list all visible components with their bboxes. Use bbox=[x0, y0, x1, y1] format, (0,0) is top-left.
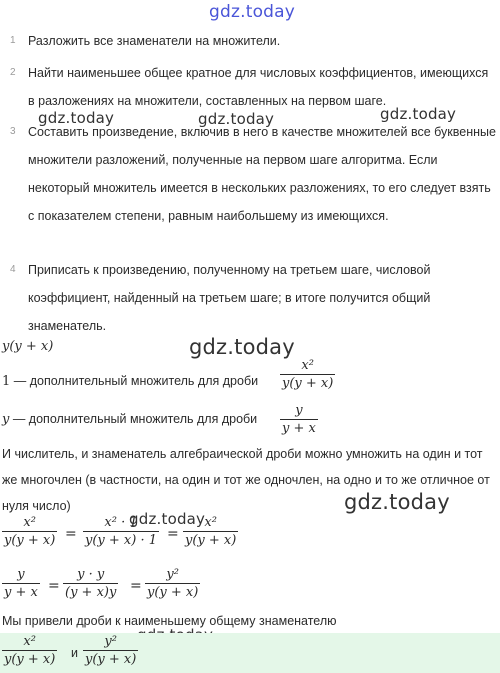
numerator: x² · 1 bbox=[104, 515, 138, 530]
step-number: 1 bbox=[10, 35, 16, 46]
numerator: y · y bbox=[77, 567, 105, 582]
and-conjunction: и bbox=[71, 646, 78, 660]
equals-sign: = bbox=[48, 578, 60, 594]
step-text: Приписать к произведению, полученному на третьем шаге, числовой коэффициент, найденный на третьем шаге; в итоге получится общий знаменатель. bbox=[28, 263, 431, 333]
step-text: Найти наименьшее общее кратное для числовых коэффициентов, имеющихся в разложениях на множители, составленных на первом шаге. bbox=[28, 66, 489, 108]
eq1-fraction-3 bbox=[183, 515, 238, 549]
denominator: y(y + x) bbox=[85, 652, 137, 667]
factor-line-1 bbox=[2, 374, 258, 389]
numerator: y² bbox=[104, 634, 117, 649]
watermark: gdz.today bbox=[38, 109, 115, 127]
eq2-fraction-3 bbox=[145, 567, 200, 601]
factor-line-2 bbox=[2, 412, 257, 427]
factor-text: — дополнительный множитель для дроби bbox=[9, 412, 258, 426]
denominator: y(y + x) bbox=[185, 533, 237, 548]
step-number: 2 bbox=[10, 67, 16, 78]
numerator: x² bbox=[23, 634, 36, 649]
watermark: gdz.today bbox=[189, 335, 295, 359]
denominator: y(y + x) · 1 bbox=[85, 533, 157, 548]
eq2-fraction-1 bbox=[2, 567, 40, 601]
watermark: gdz.today bbox=[380, 105, 457, 123]
fraction bbox=[280, 403, 318, 437]
watermark: gdz.today bbox=[129, 510, 206, 528]
common-denominator: y(y + x) bbox=[2, 339, 54, 354]
denominator: y(y + x) bbox=[147, 585, 199, 600]
watermark: gdz.today bbox=[198, 110, 275, 128]
factor-text: — дополнительный множитель для дроби bbox=[10, 374, 259, 388]
numerator: x² bbox=[204, 515, 217, 530]
factor-value: 1 bbox=[2, 374, 11, 389]
watermark-top: gdz.today bbox=[209, 2, 296, 22]
eq1-fraction-1 bbox=[2, 515, 57, 549]
numerator: y bbox=[295, 403, 303, 418]
equals-sign: = bbox=[167, 526, 179, 542]
denominator: y(y + x) bbox=[282, 376, 334, 391]
watermark: gdz.today bbox=[344, 490, 450, 514]
result-fraction-1 bbox=[2, 634, 57, 668]
conclusion-text: Мы привели дроби к наименьшему общему знаменателю bbox=[2, 614, 337, 628]
equals-sign: = bbox=[65, 526, 77, 542]
equals-sign: = bbox=[130, 578, 142, 594]
eq2-fraction-2 bbox=[63, 567, 118, 601]
denominator: y(y + x) bbox=[4, 533, 56, 548]
numerator: x² bbox=[23, 515, 36, 530]
step-number: 3 bbox=[10, 126, 16, 137]
step-text: Разложить все знаменатели на множители. bbox=[28, 34, 281, 48]
result-fraction-2 bbox=[83, 634, 138, 668]
rule-paragraph: И числитель, и знаменатель алгебраической дроби можно умножить на один и тот же многочлен (в частности, на один и тот же одночлен, на одно и то же отличное от нуля число) bbox=[2, 447, 490, 513]
numerator: y bbox=[17, 567, 25, 582]
step-number: 4 bbox=[10, 264, 16, 275]
factor-value: y bbox=[2, 412, 10, 427]
step-text: Составить произведение, включив в него в качестве множителей все буквенные множители разложений, полученные на первом шаге алгоритма. Если некоторый множитель имеется в нескольких разложениях, то его следует взять с показателем степени, равным наибольшему из имеющихся. bbox=[28, 125, 496, 223]
numerator: y² bbox=[166, 567, 179, 582]
denominator: (y + x)y bbox=[65, 585, 117, 600]
denominator: y + x bbox=[4, 585, 38, 600]
fraction bbox=[280, 358, 335, 392]
denominator: y + x bbox=[282, 421, 316, 436]
denominator: y(y + x) bbox=[4, 652, 56, 667]
eq1-fraction-2 bbox=[83, 515, 159, 549]
numerator: x² bbox=[301, 358, 314, 373]
